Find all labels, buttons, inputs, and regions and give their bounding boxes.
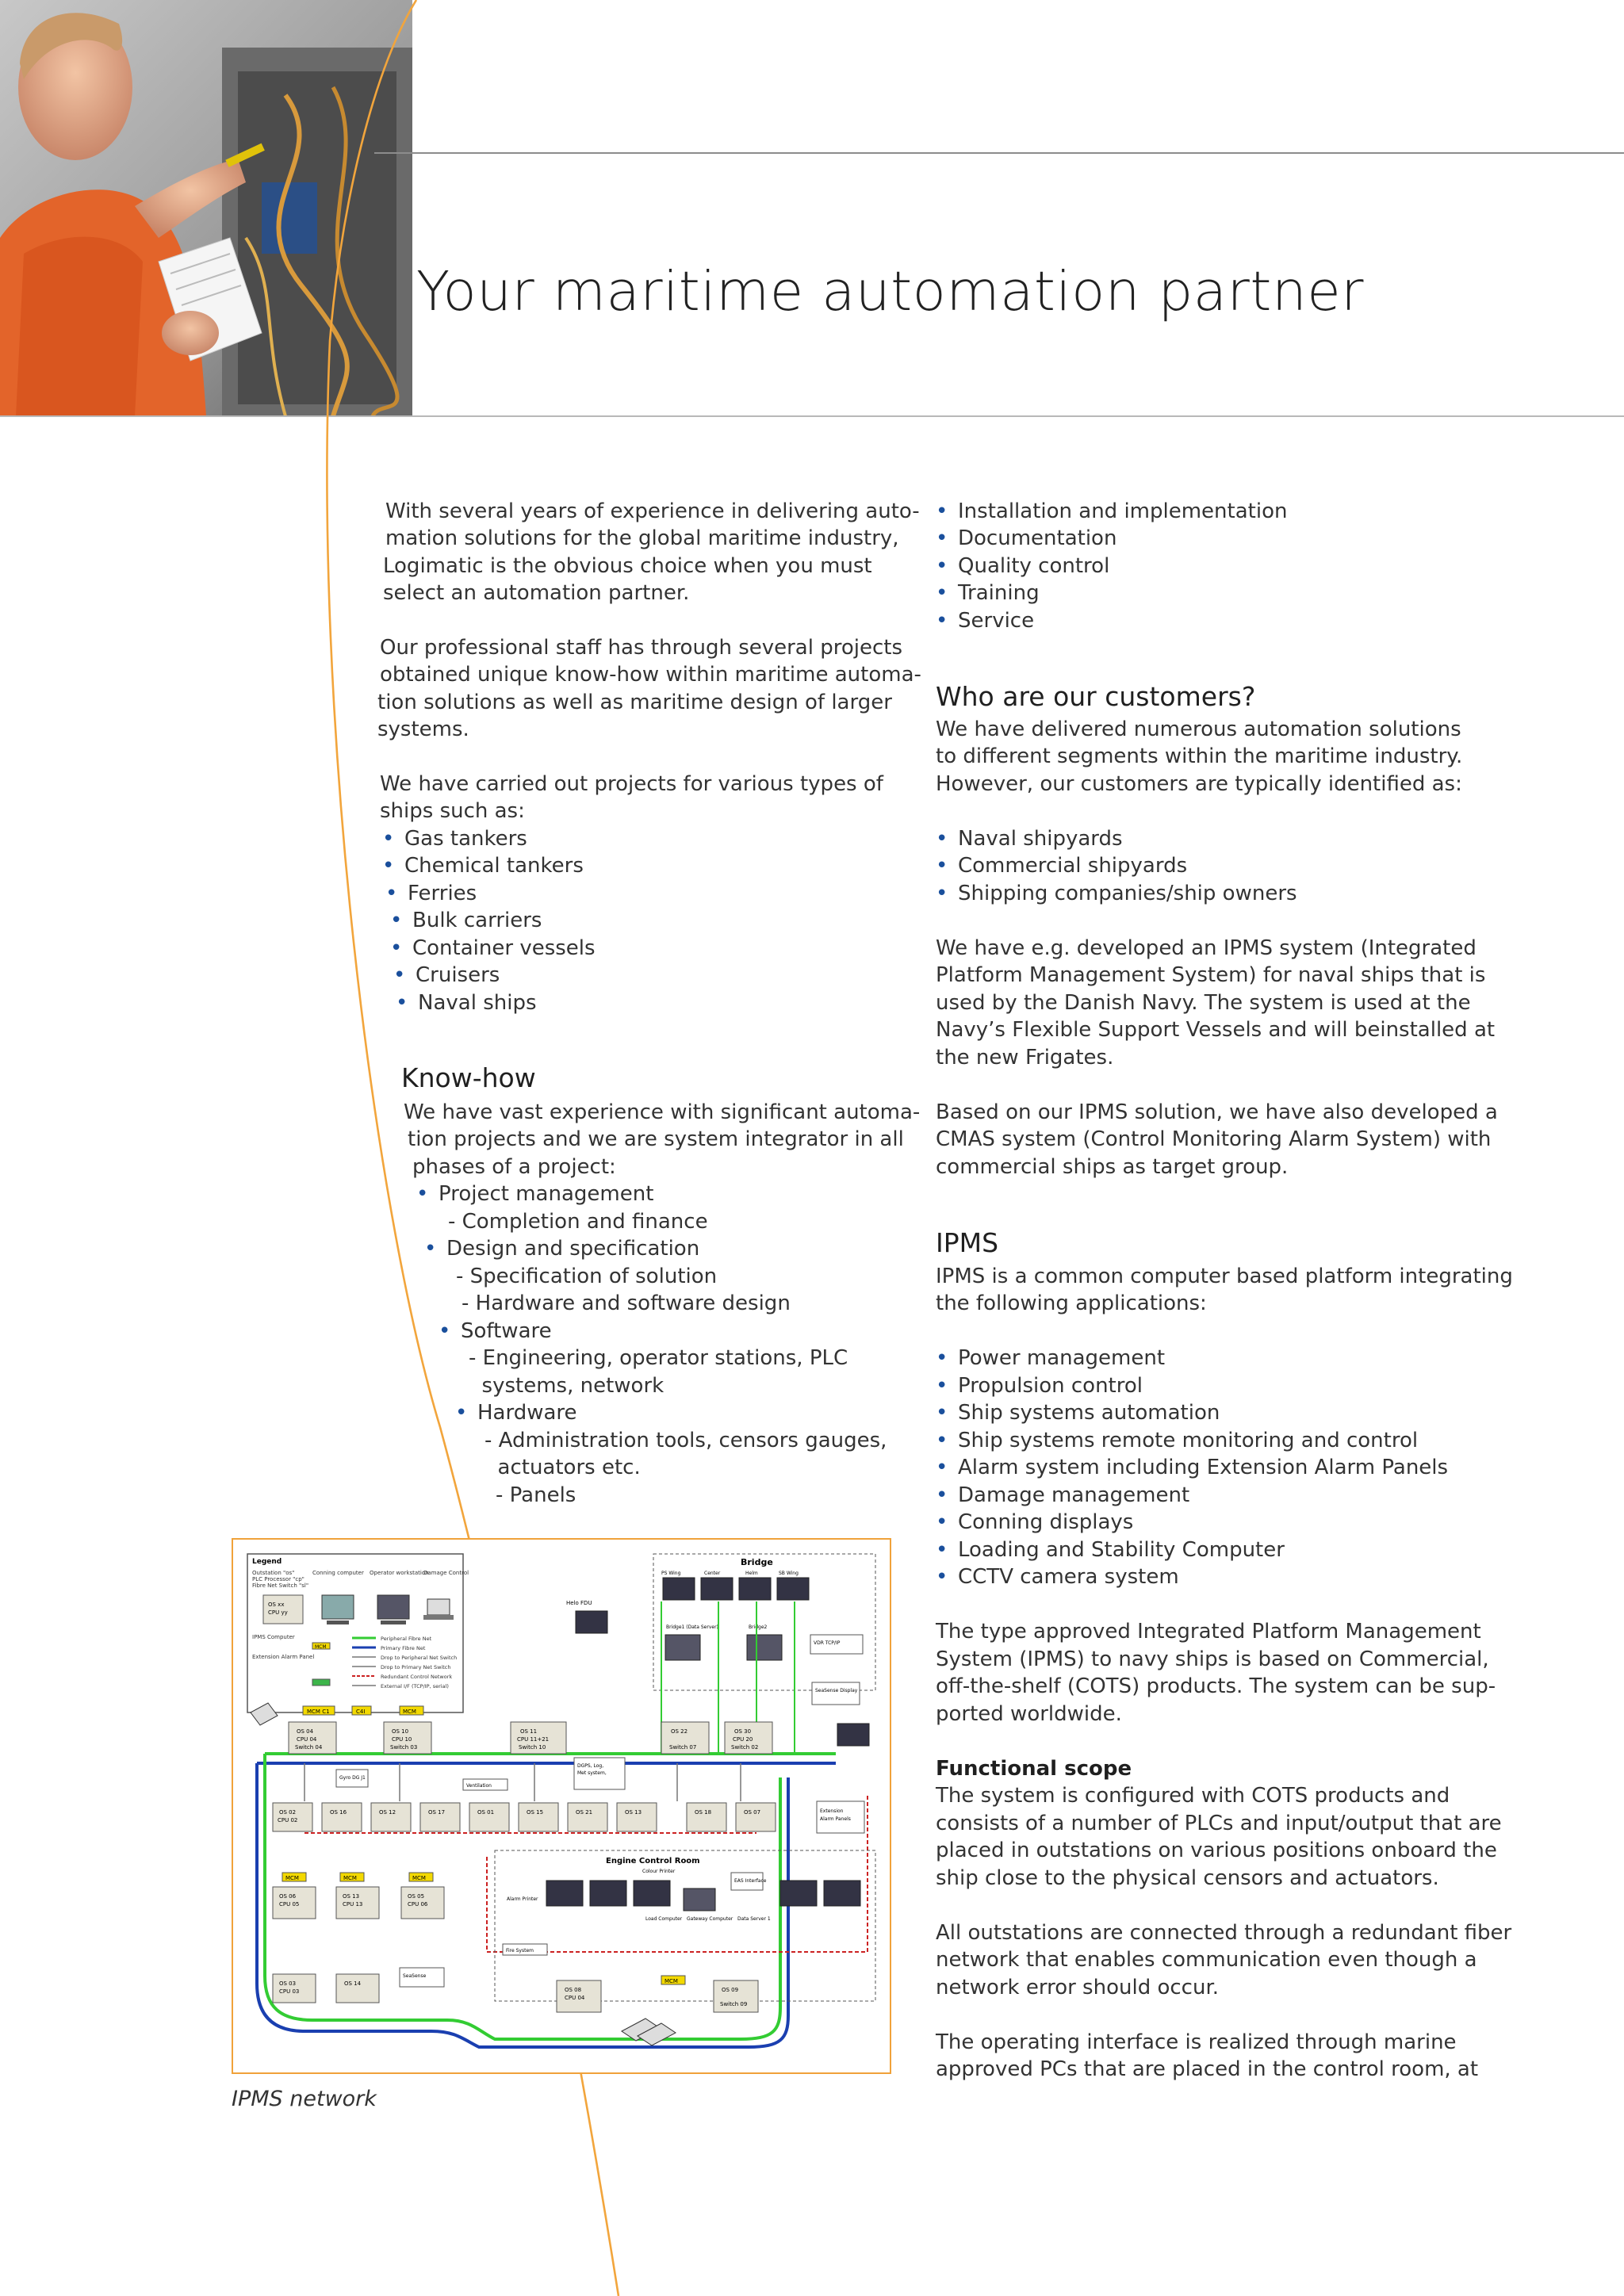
ship-type-item: • Bulk carriers (390, 909, 542, 932)
application-item: • Ship systems remote monitoring and control (936, 1429, 1419, 1452)
svg-text:Met system,: Met system, (577, 1770, 607, 1776)
svg-text:Drop to Peripheral Net Switch: Drop to Peripheral Net Switch (381, 1655, 458, 1661)
svg-text:Helm: Helm (745, 1571, 758, 1576)
svg-text:PLC Processor "cp": PLC Processor "cp" (252, 1576, 304, 1582)
staff-line: tion solutions as well as maritime design of larger (377, 691, 892, 714)
svg-text:OS 12: OS 12 (379, 1809, 396, 1816)
svg-text:OS 22: OS 22 (671, 1728, 688, 1735)
technician-photo (0, 0, 412, 416)
application-item: • Propulsion control (936, 1374, 1143, 1398)
ship-type-item: • Naval ships (396, 991, 537, 1015)
svg-text:Fibre Net Switch "sl": Fibre Net Switch "sl" (252, 1582, 309, 1589)
phase-item: • Design and specification (424, 1237, 700, 1261)
svg-text:OS 01: OS 01 (477, 1809, 495, 1816)
ipms-navy-line: Navy’s Flexible Support Vessels and will beinstalled at (936, 1018, 1496, 1042)
svg-text:Extension: Extension (820, 1808, 844, 1814)
customers-line: to different segments within the maritime industry. (936, 744, 1463, 768)
svg-text:EAS Interface: EAS Interface (734, 1878, 767, 1884)
service-item: • Installation and implementation (936, 499, 1288, 523)
phase-item: • Project management (416, 1182, 654, 1206)
customer-type-item: • Shipping companies/ship owners (936, 882, 1297, 905)
engine-room-workstations (546, 1881, 860, 1911)
functional-line: placed in outstations on various positions onboard the (936, 1839, 1497, 1862)
svg-text:MCM C1: MCM C1 (307, 1709, 330, 1715)
svg-text:CPU 04: CPU 04 (297, 1736, 317, 1743)
svg-text:MCM: MCM (315, 1644, 327, 1650)
knowhow-line: We have vast experience with significant automa- (404, 1100, 921, 1124)
svg-text:OS 13: OS 13 (343, 1893, 360, 1900)
svg-text:MCM: MCM (665, 1978, 678, 1984)
svg-text:CPU 13: CPU 13 (343, 1901, 363, 1908)
ship-type-item: • Gas tankers (382, 827, 527, 851)
knowhow-heading: Know-how (401, 1062, 536, 1093)
svg-text:OS 15: OS 15 (527, 1809, 544, 1816)
ship-type-item: • Container vessels (390, 936, 596, 960)
interface-line: approved PCs that are placed in the control room, at (936, 2057, 1479, 2081)
phase-sub-item: - Engineering, operator stations, PLC (469, 1346, 848, 1370)
ship-type-item: • Ferries (385, 882, 477, 905)
staff-line: systems. (377, 718, 469, 741)
svg-text:CPU 11+21: CPU 11+21 (517, 1736, 550, 1743)
svg-text:OS 11: OS 11 (520, 1728, 538, 1735)
svg-text:Peripheral Fibre Net: Peripheral Fibre Net (381, 1636, 432, 1642)
intro-line: Logimatic is the obvious choice when you must (383, 554, 872, 578)
cmas-line: Based on our IPMS solution, we have also developed a (936, 1100, 1498, 1124)
ipms-network-diagram (232, 1538, 891, 2074)
svg-text:OS 30: OS 30 (734, 1728, 752, 1735)
phase-sub-item: - Administration tools, censors gauges, (485, 1429, 887, 1452)
svg-text:SeaSense Display: SeaSense Display (815, 1688, 858, 1693)
ipms-navy-line: used by the Danish Navy. The system is used at the (936, 991, 1471, 1015)
svg-text:OS 13: OS 13 (625, 1809, 642, 1816)
ipms-navy-line: We have e.g. developed an IPMS system (Integrated (936, 936, 1477, 960)
svg-text:CPU 03: CPU 03 (279, 1988, 300, 1995)
outstations-top (289, 1722, 772, 1754)
svg-text:OS 14: OS 14 (344, 1980, 362, 1987)
svg-text:OS 21: OS 21 (576, 1809, 593, 1816)
outstations-row2 (273, 1803, 776, 1831)
outstations-line: network error should occur. (936, 1976, 1220, 1999)
svg-text:OS 05: OS 05 (408, 1893, 425, 1900)
svg-text:Outstation "os": Outstation "os" (252, 1570, 295, 1576)
svg-text:C4I: C4I (356, 1709, 366, 1715)
svg-text:MCM: MCM (285, 1875, 299, 1881)
svg-text:MCM: MCM (343, 1875, 357, 1881)
phase-item: • Software (439, 1319, 552, 1343)
customers-line: We have delivered numerous automation solutions (936, 718, 1461, 741)
phase-sub-item: - Hardware and software design (462, 1292, 791, 1315)
outstations-line: network that enables communication even though a (936, 1948, 1477, 1972)
svg-text:Ventilation: Ventilation (466, 1783, 492, 1789)
page-title: Your maritime automation partner (416, 260, 1365, 323)
svg-text:Data Server 1: Data Server 1 (737, 1916, 771, 1922)
svg-text:Fire System: Fire System (506, 1948, 534, 1954)
svg-text:MCM: MCM (403, 1709, 416, 1715)
svg-text:Alarm Printer: Alarm Printer (507, 1896, 538, 1902)
application-item: • Ship systems automation (936, 1401, 1220, 1425)
svg-text:Switch 07: Switch 07 (669, 1744, 697, 1751)
service-item: • Service (936, 609, 1035, 633)
svg-text:OS 07: OS 07 (744, 1809, 761, 1816)
intro-line: select an automation partner. (383, 581, 690, 605)
intro-line: With several years of experience in delivering auto- (385, 499, 920, 523)
projects-line: ships such as: (380, 799, 525, 823)
svg-text:Switch 03: Switch 03 (390, 1744, 418, 1751)
mcm-tags (282, 1706, 685, 1984)
interface-line: The operating interface is realized through marine (936, 2030, 1457, 2054)
type-approved-line: ported worldwide. (936, 1702, 1122, 1726)
application-item: • Power management (936, 1346, 1166, 1370)
type-approved-line: The type approved Integrated Platform Management (936, 1620, 1481, 1644)
header-rule (374, 152, 1624, 154)
application-item: • Alarm system including Extension Alarm Panels (936, 1456, 1449, 1479)
svg-text:Load Computer: Load Computer (645, 1916, 683, 1922)
functional-line: ship close to the physical censors and actuators. (936, 1866, 1439, 1890)
service-item: • Quality control (936, 554, 1110, 578)
type-approved-line: System (IPMS) to navy ships is based on Commercial, (936, 1647, 1489, 1671)
svg-text:CPU 05: CPU 05 (279, 1901, 300, 1908)
svg-text:Bridge1 (Data Server): Bridge1 (Data Server) (666, 1624, 718, 1630)
phase-sub-item: actuators etc. (485, 1456, 641, 1479)
svg-text:Center: Center (704, 1571, 721, 1576)
legend-title: Legend (252, 1558, 282, 1566)
svg-text:OS 18: OS 18 (695, 1809, 712, 1816)
staff-line: obtained unique know-how within maritime automa- (380, 663, 921, 687)
service-item: • Documentation (936, 526, 1117, 550)
svg-text:MCM: MCM (412, 1875, 426, 1881)
staff-line: Our professional staff has through several projects (380, 636, 903, 660)
functional-heading: Functional scope (936, 1757, 1132, 1781)
knowhow-line: phases of a project: (412, 1155, 616, 1179)
functional-line: The system is configured with COTS products and (936, 1784, 1450, 1808)
knowhow-line: tion projects and we are system integrator in all (408, 1127, 904, 1151)
projects-line: We have carried out projects for various types of (380, 772, 883, 796)
svg-text:Redundant Control Network: Redundant Control Network (381, 1674, 453, 1680)
svg-text:OS 08: OS 08 (565, 1987, 582, 1993)
svg-text:Gyro DG J1: Gyro DG J1 (339, 1775, 366, 1781)
svg-text:Switch 02: Switch 02 (731, 1744, 759, 1751)
phase-sub-item: - Panels (496, 1483, 576, 1507)
svg-text:Damage Control: Damage Control (423, 1570, 469, 1576)
svg-text:SB Wing: SB Wing (779, 1571, 799, 1576)
outstations-row3 (273, 1887, 444, 1919)
svg-text:OS 17: OS 17 (428, 1809, 446, 1816)
svg-text:PS Wing: PS Wing (661, 1571, 681, 1576)
svg-text:OS 16: OS 16 (330, 1809, 347, 1816)
svg-text:CPU yy: CPU yy (268, 1609, 288, 1616)
outstations-line: All outstations are connected through a redundant fiber (936, 1921, 1512, 1945)
svg-text:Switch 09: Switch 09 (720, 2001, 748, 2007)
svg-text:OS 03: OS 03 (279, 1980, 297, 1987)
functional-line: consists of a number of PLCs and input/output that are (936, 1812, 1502, 1835)
svg-text:Helo FDU: Helo FDU (566, 1600, 592, 1606)
svg-text:Switch 10: Switch 10 (519, 1744, 546, 1751)
application-item: • Loading and Stability Computer (936, 1538, 1285, 1562)
svg-text:CPU 06: CPU 06 (408, 1901, 428, 1908)
phase-sub-item: - Completion and finance (448, 1210, 708, 1234)
svg-text:VDR TCP/IP: VDR TCP/IP (814, 1640, 841, 1646)
svg-text:DGPS, Log,: DGPS, Log, (577, 1763, 604, 1769)
intro-line: mation solutions for the global maritime industry, (385, 526, 899, 550)
svg-text:Colour Printer: Colour Printer (642, 1869, 676, 1874)
svg-text:Primary Fibre Net: Primary Fibre Net (381, 1645, 426, 1651)
svg-text:Operator workstation: Operator workstation (370, 1570, 429, 1576)
cmas-line: CMAS system (Control Monitoring Alarm System) with (936, 1127, 1492, 1151)
svg-text:Drop to Primary Net Switch: Drop to Primary Net Switch (381, 1664, 451, 1670)
customer-type-item: • Naval shipyards (936, 827, 1123, 851)
application-item: • CCTV camera system (936, 1565, 1179, 1589)
svg-text:CPU 02: CPU 02 (278, 1817, 298, 1823)
svg-text:OS 09: OS 09 (722, 1987, 739, 1993)
ship-type-item: • Chemical tankers (382, 854, 584, 878)
svg-text:CPU 10: CPU 10 (392, 1736, 412, 1743)
application-item: • Conning displays (936, 1510, 1134, 1534)
svg-text:Bridge2: Bridge2 (749, 1624, 768, 1630)
phase-sub-item: systems, network (469, 1374, 665, 1398)
cmas-line: commercial ships as target group. (936, 1155, 1289, 1179)
laptop-icon (423, 1599, 454, 1620)
type-approved-line: off-the-shelf (COTS) products. The system can be sup- (936, 1674, 1496, 1698)
application-item: • Damage management (936, 1483, 1190, 1507)
ipms-intro-line: the following applications: (936, 1292, 1207, 1315)
customers-line: However, our customers are typically identified as: (936, 772, 1462, 796)
svg-text:Gateway Computer: Gateway Computer (687, 1916, 733, 1922)
svg-text:CPU 04: CPU 04 (565, 1995, 585, 2001)
svg-text:OS 06: OS 06 (279, 1893, 297, 1900)
svg-text:Alarm Panels: Alarm Panels (820, 1816, 851, 1822)
svg-text:Conning computer: Conning computer (312, 1570, 364, 1576)
svg-text:IPMS Computer: IPMS Computer (252, 1634, 295, 1640)
svg-text:OS 02: OS 02 (279, 1809, 297, 1816)
svg-text:Extension Alarm Panel: Extension Alarm Panel (252, 1654, 315, 1660)
diagram-caption: IPMS network (232, 2087, 377, 2111)
customer-type-item: • Commercial shipyards (936, 854, 1188, 878)
svg-text:Switch 04: Switch 04 (295, 1744, 323, 1751)
ipms-navy-line: Platform Management System) for naval ships that is (936, 963, 1486, 987)
svg-text:OS 04: OS 04 (297, 1728, 314, 1735)
svg-text:External I/F (TCP/IP, serial): External I/F (TCP/IP, serial) (381, 1683, 449, 1689)
phase-item: • Hardware (455, 1401, 577, 1425)
bridge-label: Bridge (741, 1557, 773, 1567)
header-bottom-rule (0, 415, 1624, 417)
engine-room-label: Engine Control Room (606, 1857, 700, 1866)
phase-sub-item: - Specification of solution (456, 1265, 718, 1288)
svg-text:SeaSense: SeaSense (403, 1973, 427, 1979)
ship-type-item: • Cruisers (393, 963, 500, 987)
ipms-heading: IPMS (936, 1227, 999, 1258)
ipms-intro-line: IPMS is a common computer based platform integrating (936, 1265, 1513, 1288)
keyboard-icon (622, 2019, 676, 2045)
customers-heading: Who are our customers? (936, 681, 1256, 712)
svg-text:CPU 20: CPU 20 (733, 1736, 753, 1743)
svg-text:OS 10: OS 10 (392, 1728, 409, 1735)
service-item: • Training (936, 581, 1040, 605)
ipms-navy-line: the new Frigates. (936, 1046, 1114, 1070)
svg-text:OS xx: OS xx (268, 1601, 285, 1608)
bridge-workstations (661, 1571, 809, 1600)
